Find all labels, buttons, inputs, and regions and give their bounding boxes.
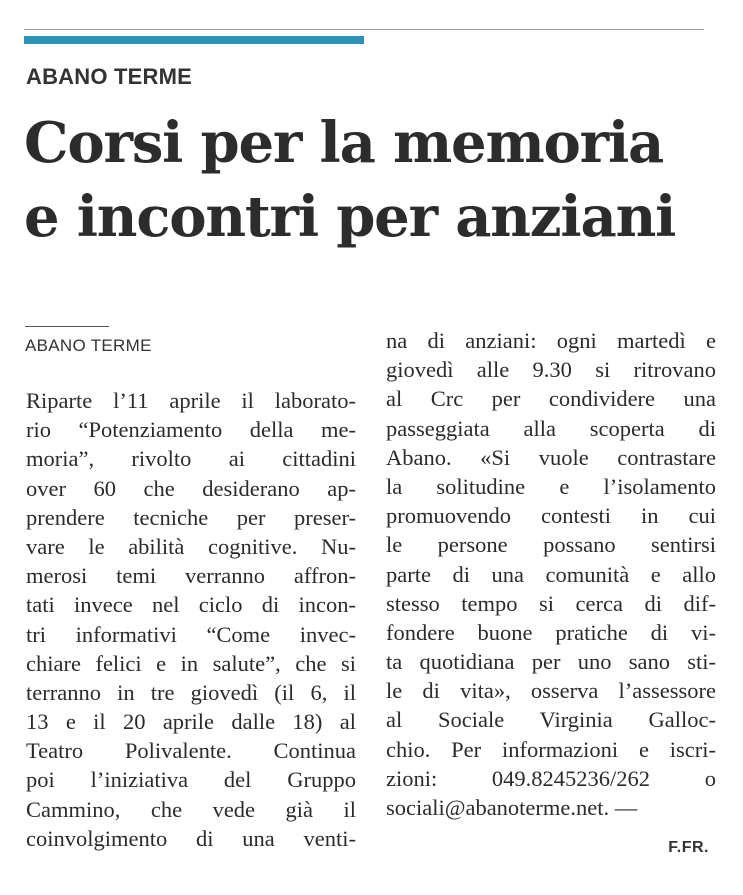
body-text-line: chio. Per informazioni e iscri-: [386, 736, 716, 762]
body-text-line: over 60 che desiderano ap-: [26, 475, 356, 501]
body-text-line: tri informativi “Come invec-: [26, 621, 356, 647]
body-text-line: la solitudine e l’isolamento: [386, 473, 716, 499]
body-text-line: coinvolgimento di una venti-: [26, 825, 356, 851]
top-divider: [24, 29, 704, 30]
body-text-line: terranno in tre giovedì (il 6, il: [26, 679, 356, 705]
body-text-line: moria”, rivolto ai cittadini: [26, 446, 356, 472]
body-text-line: al Crc per condividere una: [386, 386, 716, 412]
article-headline: [24, 106, 724, 254]
body-text-line: Cammino, che vede già il: [26, 796, 356, 822]
body-text-line: promuovendo contesti in cui: [386, 503, 716, 529]
author-byline: F.FR.: [668, 839, 709, 856]
article-column-left: [26, 386, 356, 853]
section-kicker: ABANO TERME: [26, 64, 192, 89]
body-text-line: le persone possano sentirsi: [386, 532, 716, 558]
body-text-line: le di vita», osserva l’assessore: [386, 678, 716, 704]
headline-line: Corsi per la memoria: [24, 110, 664, 176]
dateline-rule: [25, 326, 109, 327]
body-text-line: fondere buone pratiche di vi-: [386, 619, 716, 645]
body-text-line: rio “Potenziamento della me-: [26, 417, 356, 443]
body-text-line: ta quotidiana per uno sano sti-: [386, 649, 716, 675]
body-text-line: sociali@abanoterme.net. —: [386, 795, 638, 820]
body-text-line: 13 e il 20 aprile dalle 18) al: [26, 709, 356, 735]
section-accent-bar: [24, 36, 364, 44]
body-text-line: chiare felici e in salute”, che si: [26, 650, 356, 676]
body-text-line: zioni: 049.8245236/262 o: [386, 765, 716, 791]
body-text-line: Riparte l’11 aprile il laborato-: [26, 388, 356, 413]
body-text-line: passeggiata alla scoperta di: [386, 415, 716, 441]
article-column-right: [386, 326, 716, 822]
body-text-line: prendere tecniche per preser-: [26, 504, 356, 530]
body-text-line: al Sociale Virginia Galloc-: [386, 707, 716, 733]
body-text-line: Teatro Polivalente. Continua: [26, 738, 356, 764]
body-text-line: vare le abilità cognitive. Nu-: [26, 533, 356, 559]
body-text-line: na di anziani: ogni martedì e: [386, 328, 716, 353]
headline-line: e incontri per anziani: [24, 184, 676, 250]
body-text-line: parte di una comunità e allo: [386, 561, 716, 587]
body-text-line: merosi temi verranno affron-: [26, 563, 356, 589]
body-text-line: poi l’iniziativa del Gruppo: [26, 767, 356, 793]
dateline: ABANO TERME: [25, 336, 152, 355]
body-text-line: giovedì alle 9.30 si ritrovano: [386, 357, 716, 383]
body-text-line: tati invece nel ciclo di incon-: [26, 592, 356, 618]
body-text-line: stesso tempo si cerca di dif-: [386, 590, 716, 616]
body-text-line: Abano. «Si vuole contrastare: [386, 444, 716, 470]
